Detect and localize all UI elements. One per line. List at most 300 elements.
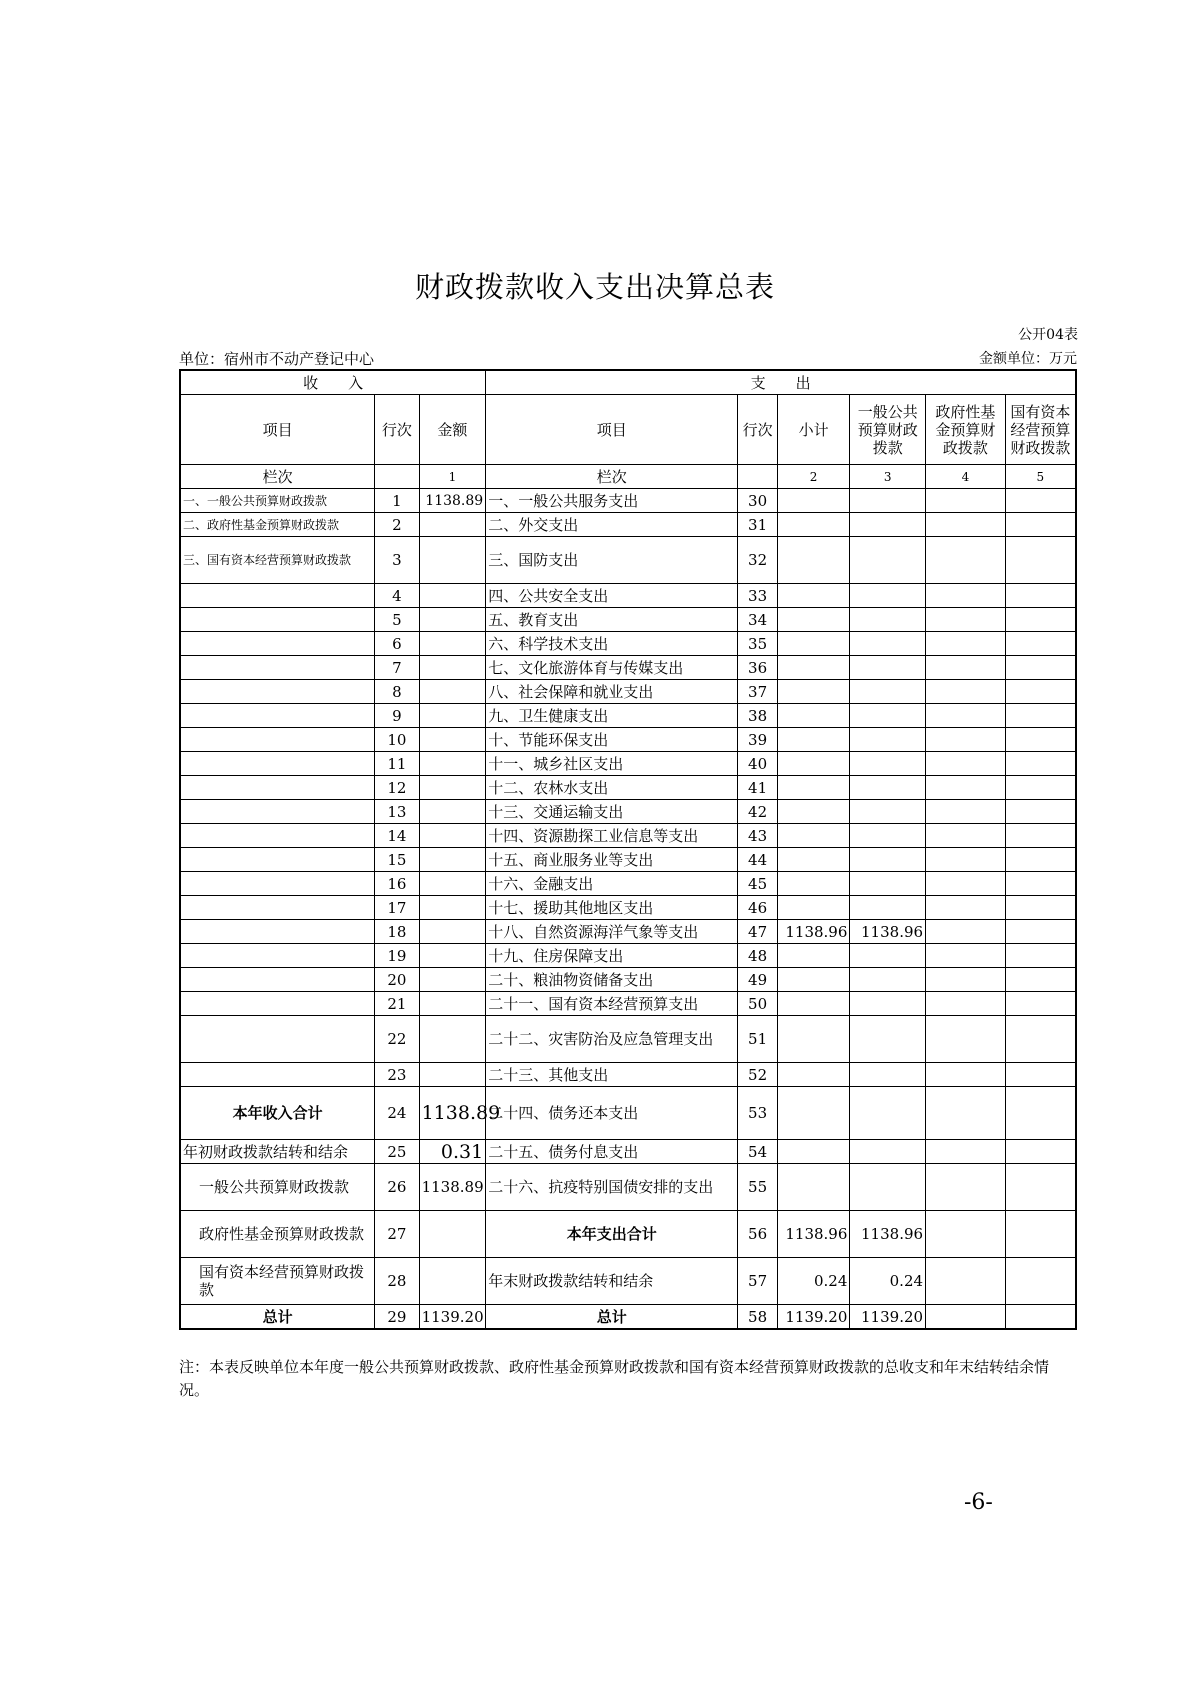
general-budget-cell: 1138.96 (850, 920, 926, 944)
income-item-cell (180, 992, 375, 1016)
gov-fund-cell (926, 920, 1006, 944)
income-item-cell (180, 752, 375, 776)
expense-item-cell: 七、文化旅游体育与传媒支出 (486, 656, 738, 680)
income-amount-cell: 1138.89 (419, 1164, 486, 1211)
table-row (180, 752, 1076, 776)
state-capital-cell (1005, 728, 1076, 752)
subtotal-cell (777, 632, 850, 656)
expense-item-cell: 十、节能环保支出 (486, 728, 738, 752)
subtotal-cell: 1138.96 (777, 1211, 850, 1258)
income-row-no-cell: 7 (375, 656, 419, 680)
income-row-no-cell: 6 (375, 632, 419, 656)
general-budget-cell: 1139.20 (850, 1305, 926, 1330)
general-budget-cell (850, 824, 926, 848)
table-row (180, 1140, 1076, 1164)
table-row (180, 944, 1076, 968)
gov-fund-cell (926, 680, 1006, 704)
expense-row-no-cell: 47 (738, 920, 777, 944)
expense-item-cell: 一、一般公共服务支出 (486, 489, 738, 513)
income-row-no-cell: 10 (375, 728, 419, 752)
income-item-cell (180, 1016, 375, 1063)
state-capital-cell (1005, 1305, 1076, 1330)
state-capital-cell (1005, 848, 1076, 872)
income-item-cell (180, 896, 375, 920)
general-budget-cell (850, 968, 926, 992)
table-row (180, 848, 1076, 872)
table-row (180, 992, 1076, 1016)
state-capital-cell (1005, 920, 1076, 944)
expense-row-no-cell: 33 (738, 584, 777, 608)
gov-fund-cell (926, 537, 1006, 584)
gov-fund-cell (926, 824, 1006, 848)
expense-row-no-cell: 39 (738, 728, 777, 752)
state-capital-cell (1005, 944, 1076, 968)
income-row-no-cell: 20 (375, 968, 419, 992)
income-item-cell: 年初财政拨款结转和结余 (180, 1140, 375, 1164)
table-row (180, 728, 1076, 752)
income-amount-cell (419, 776, 486, 800)
col-index-empty (375, 465, 419, 489)
col-index-5: 5 (1005, 465, 1076, 489)
subtotal-cell (777, 1140, 850, 1164)
income-amount-cell (419, 632, 486, 656)
state-capital-cell (1005, 1140, 1076, 1164)
subtotal-cell (777, 537, 850, 584)
gov-fund-cell (926, 1211, 1006, 1258)
subtotal-cell (777, 728, 850, 752)
state-capital-cell (1005, 513, 1076, 537)
subtotal-cell (777, 800, 850, 824)
gov-fund-cell (926, 632, 1006, 656)
amount-unit: 金额单位：万元 (979, 351, 1077, 367)
subtotal-cell (777, 656, 850, 680)
table-row (180, 776, 1076, 800)
appropriation-table (179, 369, 1077, 1330)
general-budget-cell (850, 1016, 926, 1063)
expense-item-cell: 二十五、债务付息支出 (486, 1140, 738, 1164)
income-row-no-cell: 24 (375, 1087, 419, 1140)
income-row-no-cell: 23 (375, 1063, 419, 1087)
gov-fund-cell (926, 1063, 1006, 1087)
page-number: -6- (964, 1490, 993, 1515)
income-amount-cell (419, 608, 486, 632)
subtotal-cell (777, 824, 850, 848)
expense-item-cell: 十六、金融支出 (486, 872, 738, 896)
expense-item-cell: 五、教育支出 (486, 608, 738, 632)
income-item-cell (180, 944, 375, 968)
income-item-cell: 二、政府性基金预算财政拨款 (180, 513, 375, 537)
income-row-no-cell: 12 (375, 776, 419, 800)
expense-row-no-cell: 43 (738, 824, 777, 848)
state-capital-cell (1005, 656, 1076, 680)
income-amount-cell (419, 968, 486, 992)
col-index-3: 3 (850, 465, 926, 489)
gov-fund-cell (926, 1258, 1006, 1305)
expense-item-cell: 本年支出合计 (486, 1211, 738, 1258)
col-index-2: 2 (777, 465, 850, 489)
expense-row-no-cell: 34 (738, 608, 777, 632)
col-header-amount: 金额 (419, 395, 486, 465)
income-item-cell (180, 632, 375, 656)
income-amount-cell (419, 656, 486, 680)
table-row (180, 513, 1076, 537)
table-row (180, 704, 1076, 728)
gov-fund-cell (926, 896, 1006, 920)
unit-label: 单位：宿州市不动产登记中心 (179, 350, 375, 368)
income-item-cell: 本年收入合计 (180, 1087, 375, 1140)
income-amount-cell (419, 992, 486, 1016)
table-row (180, 920, 1076, 944)
table-row (180, 656, 1076, 680)
income-item-cell (180, 656, 375, 680)
income-item-cell (180, 728, 375, 752)
income-amount-cell (419, 1258, 486, 1305)
income-item-cell (180, 1063, 375, 1087)
general-budget-cell (850, 992, 926, 1016)
income-row-no-cell: 2 (375, 513, 419, 537)
col-header-subtotal: 小计 (777, 395, 850, 465)
expense-item-cell: 总计 (486, 1305, 738, 1330)
gov-fund-cell (926, 848, 1006, 872)
general-budget-cell (850, 584, 926, 608)
state-capital-cell (1005, 872, 1076, 896)
subtotal-cell: 1138.96 (777, 920, 850, 944)
col-header-item: 项目 (180, 395, 375, 465)
income-row-no-cell: 21 (375, 992, 419, 1016)
expense-item-cell: 六、科学技术支出 (486, 632, 738, 656)
subtotal-cell (777, 584, 850, 608)
subtotal-cell (777, 776, 850, 800)
expense-row-no-cell: 31 (738, 513, 777, 537)
table-row (180, 824, 1076, 848)
expense-item-cell: 四、公共安全支出 (486, 584, 738, 608)
income-amount-cell (419, 872, 486, 896)
income-item-cell: 三、国有资本经营预算财政拨款 (180, 537, 375, 584)
state-capital-cell (1005, 1016, 1076, 1063)
income-row-no-cell: 1 (375, 489, 419, 513)
income-row-no-cell: 9 (375, 704, 419, 728)
income-row-no-cell: 19 (375, 944, 419, 968)
expense-row-no-cell: 36 (738, 656, 777, 680)
subtotal-cell (777, 848, 850, 872)
income-row-no-cell: 14 (375, 824, 419, 848)
subtotal-cell (777, 872, 850, 896)
expense-row-no-cell: 50 (738, 992, 777, 1016)
expense-row-no-cell: 52 (738, 1063, 777, 1087)
table-row (180, 489, 1076, 513)
general-budget-cell: 1138.96 (850, 1211, 926, 1258)
gov-fund-cell (926, 489, 1006, 513)
income-item-cell (180, 680, 375, 704)
income-item-cell (180, 824, 375, 848)
col-header-ex-item: 项目 (486, 395, 738, 465)
table-row (180, 800, 1076, 824)
state-capital-cell (1005, 704, 1076, 728)
general-budget-cell (850, 513, 926, 537)
general-budget-cell (850, 1164, 926, 1211)
state-capital-cell (1005, 489, 1076, 513)
expense-item-cell: 八、社会保障和就业支出 (486, 680, 738, 704)
state-capital-cell (1005, 680, 1076, 704)
state-capital-cell (1005, 537, 1076, 584)
general-budget-cell (850, 704, 926, 728)
col-header-general: 一般公共预算财政拨款 (850, 395, 926, 465)
income-header: 收 入 (180, 370, 486, 395)
expense-item-cell: 二十六、抗疫特别国债安排的支出 (486, 1164, 738, 1211)
expense-row-no-cell: 32 (738, 537, 777, 584)
income-amount-cell: 1138.89 (419, 489, 486, 513)
general-budget-cell: 0.24 (850, 1258, 926, 1305)
income-amount-cell: 1138.89 (419, 1087, 486, 1140)
expense-item-cell: 十五、商业服务业等支出 (486, 848, 738, 872)
expense-row-no-cell: 55 (738, 1164, 777, 1211)
subtotal-cell (777, 608, 850, 632)
table-note: 注：本表反映单位本年度一般公共预算财政拨款、政府性基金预算财政拨款和国有资本经营预算财政拨款的总收支和年末结转结余情况。 (179, 1358, 1050, 1399)
expense-row-no-cell: 41 (738, 776, 777, 800)
expense-row-no-cell: 57 (738, 1258, 777, 1305)
subtotal-cell (777, 944, 850, 968)
state-capital-cell (1005, 824, 1076, 848)
income-row-no-cell: 13 (375, 800, 419, 824)
expense-row-no-cell: 48 (738, 944, 777, 968)
general-budget-cell (850, 872, 926, 896)
state-capital-cell (1005, 776, 1076, 800)
income-item-cell: 一、一般公共预算财政拨款 (180, 489, 375, 513)
expense-item-cell: 十四、资源勘探工业信息等支出 (486, 824, 738, 848)
income-row-no-cell: 25 (375, 1140, 419, 1164)
gov-fund-cell (926, 872, 1006, 896)
general-budget-cell (850, 1087, 926, 1140)
table-row (180, 632, 1076, 656)
income-amount-cell (419, 920, 486, 944)
state-capital-cell (1005, 632, 1076, 656)
column-header-row (180, 395, 1076, 465)
income-item-cell: 国有资本经营预算财政拨款 (180, 1258, 375, 1305)
income-amount-cell (419, 824, 486, 848)
general-budget-cell (850, 800, 926, 824)
gov-fund-cell (926, 608, 1006, 632)
state-capital-cell (1005, 608, 1076, 632)
gov-fund-cell (926, 944, 1006, 968)
expense-row-no-cell: 35 (738, 632, 777, 656)
col-index-4: 4 (926, 465, 1006, 489)
state-capital-cell (1005, 968, 1076, 992)
income-item-cell (180, 800, 375, 824)
income-amount-cell (419, 800, 486, 824)
gov-fund-cell (926, 1140, 1006, 1164)
income-row-no-cell: 16 (375, 872, 419, 896)
income-item-cell (180, 704, 375, 728)
gov-fund-cell (926, 992, 1006, 1016)
income-item-cell: 政府性基金预算财政拨款 (180, 1211, 375, 1258)
income-amount-cell (419, 752, 486, 776)
income-row-no-cell: 3 (375, 537, 419, 584)
gov-fund-cell (926, 968, 1006, 992)
subtotal-cell (777, 896, 850, 920)
gov-fund-cell (926, 704, 1006, 728)
table-row (180, 1164, 1076, 1211)
income-amount-cell (419, 513, 486, 537)
gov-fund-cell (926, 728, 1006, 752)
income-item-cell (180, 848, 375, 872)
expense-row-no-cell: 38 (738, 704, 777, 728)
subtotal-cell (777, 489, 850, 513)
expense-row-no-cell: 53 (738, 1087, 777, 1140)
income-amount-cell (419, 1016, 486, 1063)
expense-item-cell: 二十四、债务还本支出 (486, 1087, 738, 1140)
expense-item-cell: 十二、农林水支出 (486, 776, 738, 800)
expense-row-no-cell: 58 (738, 1305, 777, 1330)
col-header-gov-fund: 政府性基金预算财政拨款 (926, 395, 1006, 465)
subtotal-cell: 0.24 (777, 1258, 850, 1305)
state-capital-cell (1005, 1063, 1076, 1087)
state-capital-cell (1005, 1258, 1076, 1305)
income-amount-cell (419, 848, 486, 872)
table-row (180, 1305, 1076, 1330)
general-budget-cell (850, 896, 926, 920)
subtotal-cell (777, 968, 850, 992)
expense-item-cell: 十八、自然资源海洋气象等支出 (486, 920, 738, 944)
income-row-no-cell: 15 (375, 848, 419, 872)
expense-item-cell: 二十一、国有资本经营预算支出 (486, 992, 738, 1016)
expense-row-no-cell: 42 (738, 800, 777, 824)
income-row-no-cell: 5 (375, 608, 419, 632)
income-row-no-cell: 26 (375, 1164, 419, 1211)
general-budget-cell (850, 1063, 926, 1087)
subtotal-cell (777, 513, 850, 537)
income-item-cell (180, 584, 375, 608)
income-row-no-cell: 17 (375, 896, 419, 920)
gov-fund-cell (926, 1305, 1006, 1330)
income-item-cell: 总计 (180, 1305, 375, 1330)
section-header-row (180, 370, 1076, 395)
expense-item-cell: 三、国防支出 (486, 537, 738, 584)
income-item-cell: 一般公共预算财政拨款 (180, 1164, 375, 1211)
expense-row-no-cell: 44 (738, 848, 777, 872)
col-index-empty (738, 465, 777, 489)
gov-fund-cell (926, 800, 1006, 824)
income-amount-cell (419, 704, 486, 728)
col-label: 栏次 (180, 465, 375, 489)
subtotal-cell (777, 752, 850, 776)
income-item-cell (180, 968, 375, 992)
table-row (180, 1211, 1076, 1258)
table-row (180, 968, 1076, 992)
subtotal-cell (777, 680, 850, 704)
subtotal-cell (777, 1016, 850, 1063)
income-row-no-cell: 11 (375, 752, 419, 776)
state-capital-cell (1005, 584, 1076, 608)
state-capital-cell (1005, 1164, 1076, 1211)
expense-item-cell: 十九、住房保障支出 (486, 944, 738, 968)
income-item-cell (180, 920, 375, 944)
column-index-row (180, 465, 1076, 489)
income-amount-cell (419, 728, 486, 752)
gov-fund-cell (926, 513, 1006, 537)
state-capital-cell (1005, 896, 1076, 920)
expense-row-no-cell: 46 (738, 896, 777, 920)
income-amount-cell (419, 1063, 486, 1087)
expense-item-cell: 二、外交支出 (486, 513, 738, 537)
gov-fund-cell (926, 584, 1006, 608)
income-amount-cell: 1139.20 (419, 1305, 486, 1330)
unit-row (179, 348, 1077, 369)
income-amount-cell (419, 1211, 486, 1258)
col-header-state-capital: 国有资本经营预算财政拨款 (1005, 395, 1076, 465)
expense-row-no-cell: 40 (738, 752, 777, 776)
table-row (180, 608, 1076, 632)
form-number: 公开04表 (1018, 327, 1078, 343)
income-row-no-cell: 4 (375, 584, 419, 608)
expense-row-no-cell: 30 (738, 489, 777, 513)
general-budget-cell (850, 728, 926, 752)
subtotal-cell (777, 1087, 850, 1140)
subtotal-cell (777, 704, 850, 728)
expense-item-cell: 年末财政拨款结转和结余 (486, 1258, 738, 1305)
gov-fund-cell (926, 776, 1006, 800)
table-row (180, 896, 1076, 920)
expense-row-no-cell: 37 (738, 680, 777, 704)
subtotal-cell (777, 1164, 850, 1211)
expense-row-no-cell: 45 (738, 872, 777, 896)
col-header-row-no: 行次 (375, 395, 419, 465)
table-row (180, 1063, 1076, 1087)
expense-row-no-cell: 49 (738, 968, 777, 992)
page-title: 财政拨款收入支出决算总表 (414, 270, 775, 304)
expense-item-cell: 二十二、灾害防治及应急管理支出 (486, 1016, 738, 1063)
general-budget-cell (850, 1140, 926, 1164)
general-budget-cell (850, 489, 926, 513)
income-item-cell (180, 608, 375, 632)
income-amount-cell (419, 584, 486, 608)
gov-fund-cell (926, 752, 1006, 776)
col-index-1: 1 (419, 465, 486, 489)
expense-row-no-cell: 54 (738, 1140, 777, 1164)
expense-row-no-cell: 51 (738, 1016, 777, 1063)
income-row-no-cell: 22 (375, 1016, 419, 1063)
expense-item-cell: 二十三、其他支出 (486, 1063, 738, 1087)
table-row (180, 584, 1076, 608)
expense-header: 支 出 (486, 370, 1076, 395)
income-row-no-cell: 8 (375, 680, 419, 704)
table-row (180, 1258, 1076, 1305)
income-row-no-cell: 29 (375, 1305, 419, 1330)
general-budget-cell (850, 537, 926, 584)
general-budget-cell (850, 632, 926, 656)
gov-fund-cell (926, 1016, 1006, 1063)
income-item-cell (180, 872, 375, 896)
income-amount-cell (419, 537, 486, 584)
table-row (180, 537, 1076, 584)
general-budget-cell (850, 944, 926, 968)
income-amount-cell (419, 896, 486, 920)
state-capital-cell (1005, 1211, 1076, 1258)
gov-fund-cell (926, 1087, 1006, 1140)
state-capital-cell (1005, 752, 1076, 776)
expense-item-cell: 十一、城乡社区支出 (486, 752, 738, 776)
income-row-no-cell: 27 (375, 1211, 419, 1258)
general-budget-cell (850, 656, 926, 680)
general-budget-cell (850, 848, 926, 872)
income-row-no-cell: 18 (375, 920, 419, 944)
general-budget-cell (850, 608, 926, 632)
general-budget-cell (850, 776, 926, 800)
table-row (180, 872, 1076, 896)
income-amount-cell (419, 944, 486, 968)
income-row-no-cell: 28 (375, 1258, 419, 1305)
gov-fund-cell (926, 656, 1006, 680)
income-amount-cell: 0.31 (419, 1140, 486, 1164)
